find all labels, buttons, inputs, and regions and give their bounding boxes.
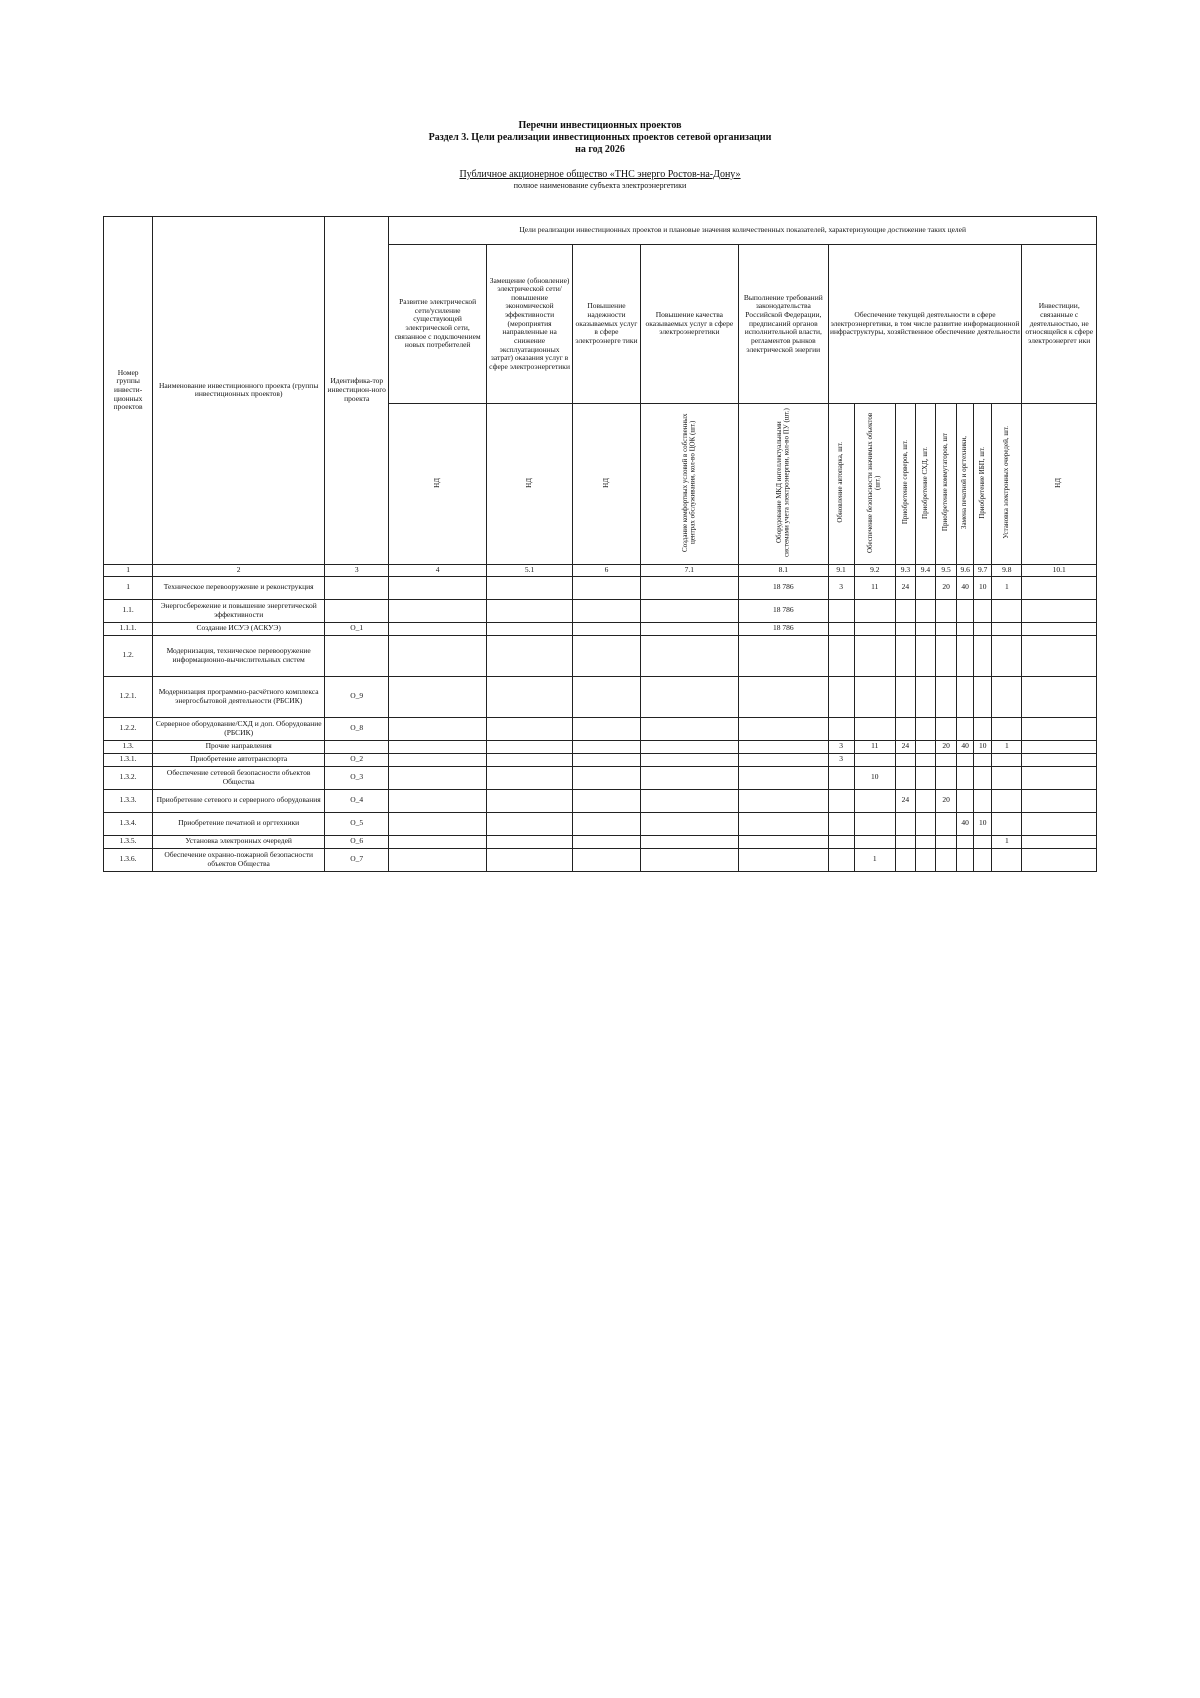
project-name-cell: Приобретение автотранспорта <box>153 753 325 766</box>
indicator-value-cell <box>1022 635 1097 676</box>
header-identifier: Идентифика-тор инвестицион-ного проекта <box>325 217 389 565</box>
table-row <box>104 835 1097 848</box>
indicator-value-cell <box>992 848 1022 871</box>
indicator-value-cell: 20 <box>936 740 957 753</box>
indicator-value-cell <box>389 622 486 635</box>
indicator-value-cell <box>854 753 895 766</box>
indicator-value-cell <box>974 676 992 717</box>
indicator-value-cell <box>992 753 1022 766</box>
indicator-value-cell <box>486 753 572 766</box>
indicator-value-cell <box>389 599 486 622</box>
col-number: 1 <box>104 564 153 576</box>
indicator-value-cell <box>486 835 572 848</box>
row-number: 1.3.1. <box>104 753 153 766</box>
project-identifier-cell: О_6 <box>325 835 389 848</box>
indicator-value-cell <box>936 676 957 717</box>
table-row <box>104 676 1097 717</box>
indicator-value-cell: 20 <box>936 576 957 599</box>
indicator-value-cell <box>915 848 935 871</box>
indicator-value-cell <box>389 753 486 766</box>
indicator-value-cell <box>573 766 640 789</box>
table-row <box>104 766 1097 789</box>
indicator-value-cell <box>573 835 640 848</box>
section-title: Раздел 3. Цели реализации инвестиционных проектов сетевой организации <box>428 132 772 143</box>
indicator-value-cell <box>974 753 992 766</box>
indicator-value-cell <box>573 789 640 812</box>
project-name-cell: Создание ИСУЭ (АСКУЭ) <box>153 622 325 635</box>
project-identifier-cell: О_1 <box>325 622 389 635</box>
indicator-value-cell <box>854 599 895 622</box>
project-identifier-cell: О_4 <box>325 789 389 812</box>
indicator-value-cell <box>389 576 486 599</box>
indicator-value-cell: 3 <box>828 576 854 599</box>
indicator-8-1: Оборудование МКД интеллектуальными системами учета электроэнергии, кол-во ПУ (шт.) <box>739 404 828 565</box>
indicator-value-cell <box>573 622 640 635</box>
header-goal-4: Развитие электрической сети/усиление существующей электрической сети, связанное с подключением новых потребителей <box>389 245 486 404</box>
col-number: 9.8 <box>992 564 1022 576</box>
indicator-9-5: Приобретение коммутаторов, шт <box>936 404 957 565</box>
header-goal-7: Повышение качества оказываемых услуг в сфере электроэнергетики <box>640 245 738 404</box>
indicator-value-cell <box>915 599 935 622</box>
indicator-value-cell <box>1022 740 1097 753</box>
header-goals: Цели реализации инвестиционных проектов и плановые значения количественных показателей, характеризующие достижение таких целей <box>389 217 1097 245</box>
indicator-value-cell <box>936 635 957 676</box>
indicator-value-cell <box>854 622 895 635</box>
project-name-cell: Установка электронных очередей <box>153 835 325 848</box>
indicator-value-cell <box>486 599 572 622</box>
indicator-value-cell <box>389 717 486 740</box>
indicator-value-cell <box>486 812 572 835</box>
indicator-value-cell <box>936 753 957 766</box>
indicator-value-cell <box>957 753 974 766</box>
indicator-value-cell <box>1022 848 1097 871</box>
project-identifier-cell: О_8 <box>325 717 389 740</box>
project-identifier-cell: О_9 <box>325 676 389 717</box>
indicator-value-cell <box>936 848 957 871</box>
indicator-9-2: Обеспечение безопасности значимых объектов (шт.) <box>854 404 895 565</box>
indicator-value-cell <box>895 622 915 635</box>
row-number: 1.1. <box>104 599 153 622</box>
row-number: 1.3. <box>104 740 153 753</box>
indicator-value-cell <box>828 635 854 676</box>
project-identifier-cell <box>325 740 389 753</box>
indicator-value-cell <box>828 848 854 871</box>
indicator-value-cell <box>486 789 572 812</box>
document-title: Перечни инвестиционных проектов <box>518 120 682 131</box>
indicator-value-cell <box>895 635 915 676</box>
indicator-value-cell <box>640 622 738 635</box>
indicator-value-cell <box>573 740 640 753</box>
indicator-value-cell <box>992 789 1022 812</box>
col-number: 9.2 <box>854 564 895 576</box>
indicator-value-cell <box>957 599 974 622</box>
indicator-value-cell <box>486 576 572 599</box>
header-goal-6: Повышение надежности оказываемых услуг в сфере электроэнерге тики <box>573 245 640 404</box>
indicator-value-cell <box>895 812 915 835</box>
table-body <box>104 576 1097 871</box>
row-number: 1.2.1. <box>104 676 153 717</box>
indicator-value-cell <box>854 835 895 848</box>
indicator-value-cell <box>1022 753 1097 766</box>
table-row <box>104 789 1097 812</box>
indicator-value-cell <box>389 812 486 835</box>
indicator-value-cell <box>389 789 486 812</box>
indicator-value-cell <box>739 812 828 835</box>
indicator-value-cell <box>486 740 572 753</box>
indicator-value-cell <box>992 622 1022 635</box>
header-project-name: Наименование инвестиционного проекта (группы инвестиционных проектов) <box>153 217 325 565</box>
indicator-value-cell <box>640 789 738 812</box>
indicator-7-1: Создание комфортных условий в собственных центрах обслуживания, кол-во ЦОК (шт.) <box>640 404 738 565</box>
indicator-4-nd: НД <box>389 404 486 565</box>
indicator-value-cell <box>389 635 486 676</box>
indicator-value-cell <box>486 766 572 789</box>
indicator-value-cell: 1 <box>992 576 1022 599</box>
indicator-value-cell <box>895 753 915 766</box>
project-name-cell: Обеспечение охранно-пожарной безопасности объектов Общества <box>153 848 325 871</box>
indicator-value-cell <box>854 717 895 740</box>
indicator-value-cell <box>486 717 572 740</box>
indicator-value-cell <box>640 835 738 848</box>
indicator-value-cell <box>389 835 486 848</box>
col-number: 9.1 <box>828 564 854 576</box>
row-number: 1.2. <box>104 635 153 676</box>
indicator-value-cell <box>992 635 1022 676</box>
indicator-value-cell <box>854 635 895 676</box>
indicator-value-cell <box>828 622 854 635</box>
indicator-value-cell <box>854 789 895 812</box>
project-name-cell: Приобретение сетевого и серверного оборудования <box>153 789 325 812</box>
project-name-cell: Техническое перевооружение и реконструкция <box>153 576 325 599</box>
indicator-value-cell <box>739 835 828 848</box>
indicator-value-cell <box>828 835 854 848</box>
indicator-value-cell <box>1022 717 1097 740</box>
indicator-value-cell <box>573 848 640 871</box>
indicator-value-cell: 1 <box>854 848 895 871</box>
indicator-value-cell <box>640 740 738 753</box>
header-goal-5: Замещение (обновление) электрической сети/повышение экономической эффективности (мероприятия направленные на снижение эксплуатационных затрат) оказания услуг в сфере электроэнергетики <box>486 245 572 404</box>
project-identifier-cell: О_7 <box>325 848 389 871</box>
indicator-value-cell <box>739 766 828 789</box>
indicator-value-cell: 18 786 <box>739 622 828 635</box>
indicator-value-cell <box>486 848 572 871</box>
indicator-value-cell: 18 786 <box>739 576 828 599</box>
indicator-value-cell <box>957 717 974 740</box>
indicator-value-cell <box>640 635 738 676</box>
indicator-value-cell <box>895 766 915 789</box>
indicator-value-cell <box>486 622 572 635</box>
indicator-value-cell <box>828 599 854 622</box>
indicator-value-cell: 40 <box>957 812 974 835</box>
indicator-value-cell <box>573 576 640 599</box>
indicator-value-cell <box>640 599 738 622</box>
indicator-value-cell <box>992 766 1022 789</box>
col-number: 9.7 <box>974 564 992 576</box>
indicator-value-cell: 3 <box>828 753 854 766</box>
indicator-value-cell <box>936 599 957 622</box>
row-number: 1.3.4. <box>104 812 153 835</box>
indicator-value-cell: 24 <box>895 576 915 599</box>
indicator-value-cell <box>1022 599 1097 622</box>
project-name-cell: Энергосбережение и повышение энергетической эффективности <box>153 599 325 622</box>
indicator-value-cell <box>957 848 974 871</box>
indicator-value-cell <box>640 848 738 871</box>
indicator-value-cell <box>957 789 974 812</box>
table-row <box>104 599 1097 622</box>
table-row <box>104 812 1097 835</box>
investment-projects-table <box>103 216 1097 872</box>
indicator-value-cell <box>739 848 828 871</box>
indicator-5-nd: НД <box>486 404 572 565</box>
indicator-value-cell <box>936 835 957 848</box>
indicator-value-cell <box>739 676 828 717</box>
indicator-value-cell <box>640 717 738 740</box>
year-title: на год 2026 <box>575 144 625 155</box>
indicator-value-cell: 10 <box>974 576 992 599</box>
indicator-value-cell <box>739 740 828 753</box>
col-number: 6 <box>573 564 640 576</box>
project-identifier-cell: О_3 <box>325 766 389 789</box>
indicator-value-cell <box>640 576 738 599</box>
indicator-value-cell <box>1022 676 1097 717</box>
indicator-value-cell <box>992 676 1022 717</box>
indicator-value-cell <box>1022 789 1097 812</box>
indicator-value-cell <box>486 676 572 717</box>
table-row <box>104 635 1097 676</box>
indicator-value-cell <box>1022 766 1097 789</box>
col-number: 9.3 <box>895 564 915 576</box>
indicator-value-cell <box>389 848 486 871</box>
indicator-value-cell <box>992 599 1022 622</box>
indicator-value-cell <box>974 635 992 676</box>
indicator-value-cell <box>957 835 974 848</box>
indicator-value-cell: 3 <box>828 740 854 753</box>
header-goal-9: Обеспечение текущей деятельности в сфере электроэнергетики, в том числе развитие информационной инфраструктуры, хозяйственное обеспечение деятельности <box>828 245 1022 404</box>
project-name-cell: Модернизация, техническое перевооружение информационно-вычислительных систем <box>153 635 325 676</box>
indicator-value-cell <box>974 717 992 740</box>
col-number: 5.1 <box>486 564 572 576</box>
indicator-value-cell <box>957 766 974 789</box>
indicator-value-cell <box>573 599 640 622</box>
indicator-value-cell <box>957 676 974 717</box>
indicator-value-cell <box>957 635 974 676</box>
indicator-value-cell <box>915 622 935 635</box>
indicator-value-cell <box>828 676 854 717</box>
col-number: 9.4 <box>915 564 935 576</box>
indicator-value-cell <box>573 635 640 676</box>
table-row <box>104 753 1097 766</box>
indicator-value-cell <box>915 717 935 740</box>
indicator-value-cell: 24 <box>895 740 915 753</box>
indicator-10-nd: НД <box>1022 404 1097 565</box>
row-number: 1.3.6. <box>104 848 153 871</box>
indicator-value-cell <box>1022 622 1097 635</box>
project-name-cell: Серверное оборудование/СХД и доп. Оборудование (РБСИК) <box>153 717 325 740</box>
indicator-value-cell <box>640 812 738 835</box>
table-row <box>104 717 1097 740</box>
indicator-value-cell <box>640 676 738 717</box>
indicator-value-cell <box>486 635 572 676</box>
indicator-value-cell: 11 <box>854 740 895 753</box>
indicator-value-cell <box>974 835 992 848</box>
project-name-cell: Приобретение печатной и оргтехники <box>153 812 325 835</box>
indicator-value-cell <box>895 848 915 871</box>
indicator-value-cell <box>974 789 992 812</box>
col-number: 9.5 <box>936 564 957 576</box>
indicator-value-cell <box>828 812 854 835</box>
indicator-value-cell <box>573 753 640 766</box>
header-goal-8: Выполнение требований законодательства Российской Федерации, предписаний органов исполнительной власти, регламентов рынков электрической энергии <box>739 245 828 404</box>
indicator-value-cell <box>1022 835 1097 848</box>
indicator-value-cell: 1 <box>992 835 1022 848</box>
document-header <box>0 120 1200 191</box>
indicator-value-cell <box>828 717 854 740</box>
col-number: 3 <box>325 564 389 576</box>
indicator-value-cell: 40 <box>957 576 974 599</box>
indicator-value-cell: 18 786 <box>739 599 828 622</box>
indicator-value-cell <box>739 635 828 676</box>
indicator-value-cell <box>974 622 992 635</box>
indicator-value-cell <box>573 812 640 835</box>
indicator-value-cell <box>739 789 828 812</box>
indicator-value-cell <box>895 599 915 622</box>
col-number: 10.1 <box>1022 564 1097 576</box>
indicator-value-cell <box>915 835 935 848</box>
project-identifier-cell <box>325 576 389 599</box>
col-number: 4 <box>389 564 486 576</box>
indicator-value-cell <box>992 717 1022 740</box>
indicator-9-3: Приобретение серверов, шт. <box>895 404 915 565</box>
indicator-value-cell <box>573 676 640 717</box>
indicator-value-cell: 10 <box>974 740 992 753</box>
indicator-9-8: Установка электронных очередей, шт. <box>992 404 1022 565</box>
col-number: 7.1 <box>640 564 738 576</box>
indicator-value-cell <box>915 576 935 599</box>
indicator-value-cell <box>936 766 957 789</box>
row-number: 1.2.2. <box>104 717 153 740</box>
indicator-value-cell <box>640 753 738 766</box>
indicator-value-cell <box>1022 812 1097 835</box>
indicator-value-cell <box>936 717 957 740</box>
indicator-value-cell <box>936 622 957 635</box>
indicator-value-cell <box>992 812 1022 835</box>
indicator-value-cell <box>915 740 935 753</box>
project-identifier-cell: О_5 <box>325 812 389 835</box>
col-number: 8.1 <box>739 564 828 576</box>
indicator-value-cell: 10 <box>974 812 992 835</box>
column-number-row <box>104 564 1097 576</box>
indicator-value-cell <box>936 812 957 835</box>
table-row <box>104 740 1097 753</box>
indicator-value-cell <box>739 717 828 740</box>
indicator-value-cell <box>640 766 738 789</box>
indicator-value-cell <box>915 676 935 717</box>
indicator-value-cell <box>895 835 915 848</box>
indicator-value-cell <box>573 717 640 740</box>
header-group-number: Номер группы инвести-ционных проектов <box>104 217 153 565</box>
organization-name: Публичное акционерное общество «ТНС энерго Ростов-на-Дону» <box>459 169 741 180</box>
header-goal-10: Инвестиции, связанные с деятельностью, не относящейся к сфере электроэнергет ики <box>1022 245 1097 404</box>
indicator-value-cell: 24 <box>895 789 915 812</box>
col-number: 9.6 <box>957 564 974 576</box>
indicator-value-cell <box>915 812 935 835</box>
row-number: 1 <box>104 576 153 599</box>
indicator-6-nd: НД <box>573 404 640 565</box>
col-number: 2 <box>153 564 325 576</box>
indicator-value-cell <box>974 766 992 789</box>
project-identifier-cell: О_2 <box>325 753 389 766</box>
indicator-value-cell <box>915 635 935 676</box>
indicator-9-6: Замена печатной и оргтехники, <box>957 404 974 565</box>
indicator-value-cell: 10 <box>854 766 895 789</box>
indicator-value-cell <box>915 753 935 766</box>
row-number: 1.3.3. <box>104 789 153 812</box>
table-row <box>104 848 1097 871</box>
indicator-value-cell: 11 <box>854 576 895 599</box>
row-number: 1.3.5. <box>104 835 153 848</box>
indicator-value-cell <box>854 812 895 835</box>
indicator-value-cell <box>389 766 486 789</box>
indicator-value-cell <box>957 622 974 635</box>
indicator-value-cell <box>895 717 915 740</box>
project-name-cell: Модернизация программно-расчётного комплекса энергосбытовой деятельности (РБСИК) <box>153 676 325 717</box>
indicator-9-4: Приобретение СХД, шт. <box>915 404 935 565</box>
indicator-value-cell <box>739 753 828 766</box>
table-row <box>104 622 1097 635</box>
table-row <box>104 576 1097 599</box>
project-name-cell: Обеспечение сетевой безопасности объектов Общества <box>153 766 325 789</box>
indicator-value-cell: 20 <box>936 789 957 812</box>
indicator-value-cell <box>828 766 854 789</box>
indicator-value-cell <box>974 848 992 871</box>
indicator-value-cell <box>1022 576 1097 599</box>
indicator-value-cell <box>974 599 992 622</box>
indicator-9-1: Обновление автопарка, шт. <box>828 404 854 565</box>
indicator-value-cell <box>828 789 854 812</box>
indicator-9-7: Приобретение ИБП, шт. <box>974 404 992 565</box>
indicator-value-cell <box>915 789 935 812</box>
indicator-value-cell <box>915 766 935 789</box>
indicator-value-cell: 1 <box>992 740 1022 753</box>
row-number: 1.3.2. <box>104 766 153 789</box>
indicator-value-cell <box>895 676 915 717</box>
indicator-value-cell <box>389 740 486 753</box>
indicator-value-cell: 40 <box>957 740 974 753</box>
row-number: 1.1.1. <box>104 622 153 635</box>
organization-caption: полное наименование субъекта электроэнергетики <box>513 181 687 190</box>
indicator-value-cell <box>389 676 486 717</box>
project-name-cell: Прочие направления <box>153 740 325 753</box>
indicator-value-cell <box>854 676 895 717</box>
project-identifier-cell <box>325 599 389 622</box>
project-identifier-cell <box>325 635 389 676</box>
